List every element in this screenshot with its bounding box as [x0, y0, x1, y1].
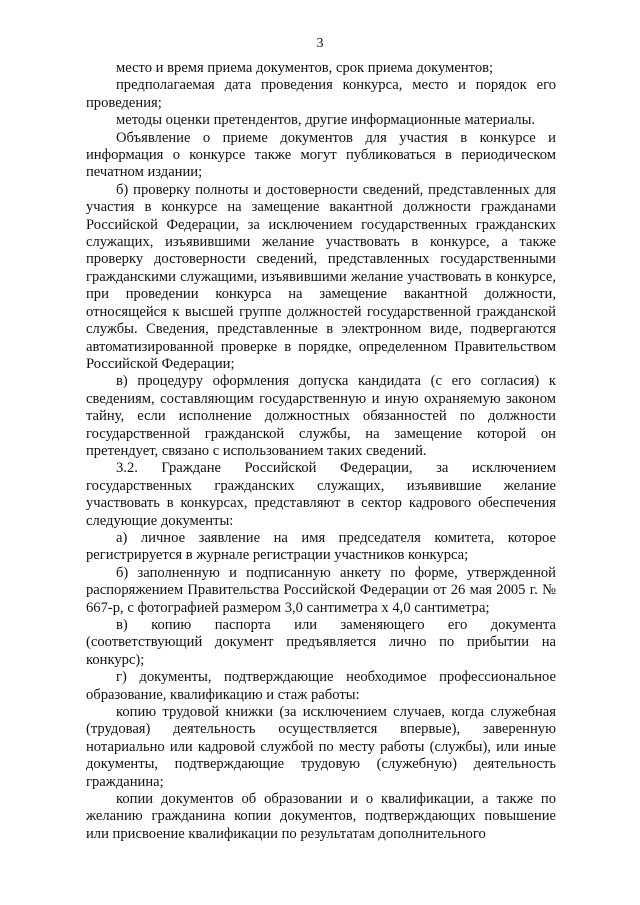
- paragraph: б) заполненную и подписанную анкету по форме, утвержденной распоряжением Правительства Российской Федерации от 26 мая 2005 г. № 667-р, с фотографией размером 3,0 сантиметра х 4,0 сантиметра;: [86, 564, 556, 616]
- paragraph: методы оценки претендентов, другие информационные материалы.: [116, 112, 536, 129]
- paragraph: в) процедуру оформления допуска кандидата (с его согласия) к сведениям, составляющим государственную и иную охраняемую законом тайну, если исполнение должностных обязанностей по должности государственной гражданской службы, на замещение которой он претендует, связано с использованием таких сведений.: [86, 373, 556, 459]
- paragraph: а) личное заявление на имя председателя комитета, которое регистрируется в журнале регистрации участников конкурса;: [86, 529, 556, 564]
- paragraph: в) копию паспорта или заменяющего его документа (соответствующий документ предъявляется лично по прибытии на конкурс);: [86, 617, 556, 668]
- paragraph: предполагаемая дата проведения конкурса, место и порядок его проведения;: [86, 77, 556, 111]
- document-body: [86, 60, 556, 843]
- paragraph: копию трудовой книжки (за исключением случаев, когда служебная (трудовая) деятельность осуществляется впервые), заверенную нотариально или кадровой службой по месту работы (службы), или иные документы, подтверждающие трудовую (служебную) деятельность гражданина;: [86, 704, 556, 790]
- paragraph: место и время приема документов, срок приема документов;: [116, 60, 494, 76]
- paragraph: копии документов об образовании и о квалификации, а также по желанию гражданина копии документов, подтверждающих повышение или присвоение квалификации по результатам дополнительного: [86, 791, 556, 842]
- paragraph: б) проверку полноты и достоверности сведений, представленных для участия в конкурсе на замещение вакантной должности гражданами Российской Федерации, за исключением государственных гражданских служащих, изъявившими желание участвовать в конкурсе, а также проверку достоверности сведений, представленных государственными гражданскими служащими, изъявившими желание участвовать в конкурсе, при проведении конкурса на замещение вакантной должности, относящейся к высшей группе должностей государственной гражданской службы. Сведения, представленные в электронном виде, подвергаются автоматизированной проверке в порядке, определенном Правительством Российской Федерации;: [86, 181, 556, 372]
- paragraph: г) документы, подтверждающие необходимое профессиональное образование, квалификацию и стаж работы:: [86, 669, 556, 703]
- paragraph: Объявление о приеме документов для участия в конкурсе и информация о конкурсе также могут публиковаться в периодическом печатном издании;: [86, 129, 556, 181]
- page-number: 3: [316, 36, 324, 51]
- paragraph: 3.2. Граждане Российской Федерации, за исключением государственных гражданских служащих, изъявившие желание участвовать в конкурсах, представляют в сектор кадрового обеспечения следующие документы:: [86, 460, 556, 529]
